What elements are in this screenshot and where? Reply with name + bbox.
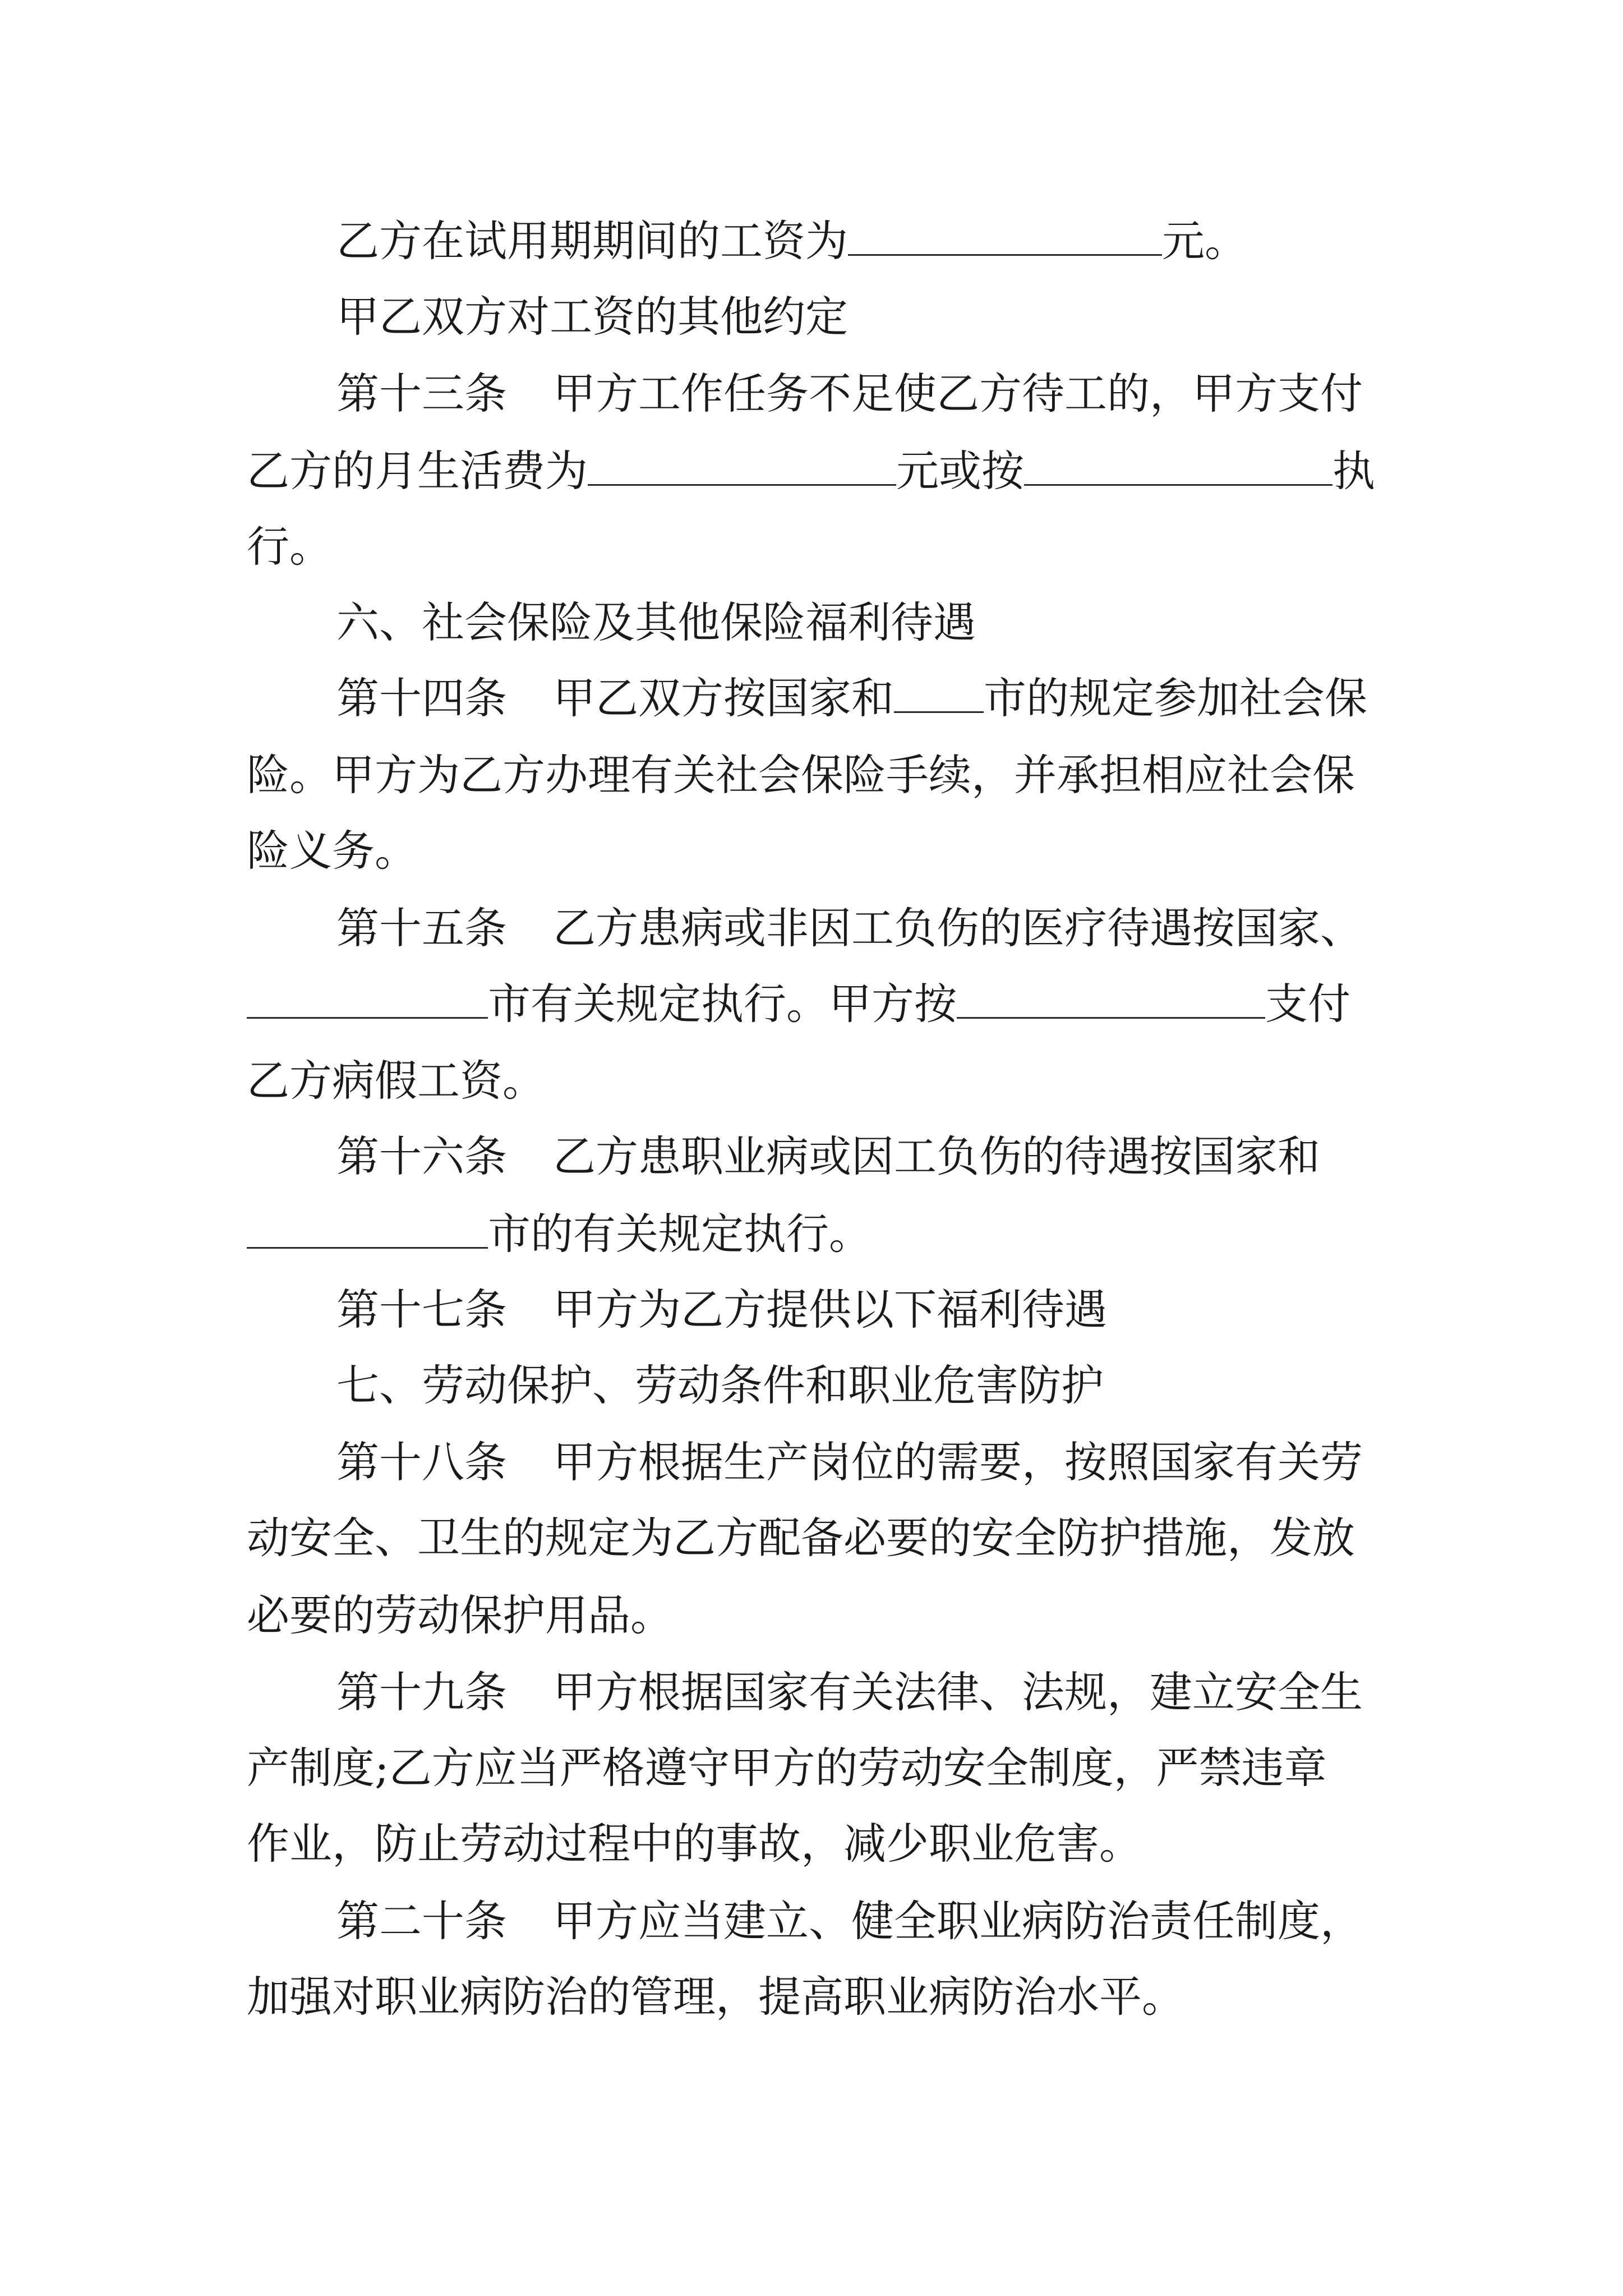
line-text: 元。 (1162, 216, 1247, 266)
article-heading-line (336, 670, 1367, 726)
line-text: 甲乙双方按国家和 (553, 673, 894, 723)
section-heading (336, 1358, 1104, 1414)
article-number: 第二十条 (336, 1896, 507, 1946)
text-line (247, 1588, 673, 1644)
line-text: 加强对职业病防治的管理，提高职业病防治水平。 (247, 1972, 1184, 2022)
line-text: 险义务。 (247, 826, 417, 876)
article-number: 第十八条 (336, 1437, 507, 1487)
article-heading-line (336, 900, 1363, 956)
text-line (247, 443, 1375, 499)
article-heading-line (336, 1664, 1363, 1720)
text-line (247, 976, 1350, 1032)
fill-blank (247, 977, 488, 1019)
fill-blank (957, 977, 1265, 1019)
article-heading-line (336, 1282, 1107, 1338)
section-heading (336, 595, 976, 651)
article-heading-line (336, 1129, 1320, 1185)
line-text: 支付 (1265, 979, 1350, 1029)
line-text: 元或按 (896, 446, 1024, 496)
article-number: 第十四条 (336, 673, 507, 723)
text-line (247, 519, 332, 575)
article-heading-line (336, 366, 1363, 422)
line-text: 六、社会保险及其他保险福利待遇 (336, 597, 976, 647)
text-line (247, 1816, 1142, 1872)
article-heading-line (336, 1893, 1363, 1949)
line-text: 险。甲方为乙方办理有关社会保险手续，并承担相应社会保 (247, 750, 1355, 800)
line-text: 甲方根据生产岗位的需要，按照国家有关劳 (553, 1437, 1363, 1487)
line-text: 乙方患病或非因工负伤的医疗待遇按国家、 (553, 903, 1363, 953)
text-line (247, 1206, 872, 1262)
line-text: 动安全、卫生的规定为乙方配备必要的安全防护措施，发放 (247, 1513, 1355, 1563)
line-text: 市的规定参加社会保 (984, 673, 1367, 723)
article-number: 第十九条 (336, 1667, 507, 1717)
text-line (336, 213, 1247, 269)
text-line (336, 289, 848, 345)
line-text: 甲方应当建立、健全职业病防治责任制度， (553, 1896, 1363, 1946)
text-line (247, 823, 417, 879)
line-text: 执 (1332, 446, 1375, 496)
fill-blank (894, 671, 984, 713)
line-text: 甲方根据国家有关法律、法规，建立安全生 (553, 1667, 1363, 1717)
line-text: 行。 (247, 522, 332, 572)
line-text: 乙方的月生活费为 (247, 446, 588, 496)
line-text: 市的有关规定执行。 (488, 1209, 872, 1259)
text-line (247, 1510, 1355, 1566)
line-text: 乙方患职业病或因工负伤的待遇按国家和 (553, 1131, 1320, 1181)
line-text: 七、劳动保护、劳动条件和职业危害防护 (336, 1360, 1104, 1410)
text-line (247, 747, 1355, 803)
article-number: 第十五条 (336, 903, 507, 953)
line-text: 市有关规定执行。甲方按 (488, 979, 957, 1029)
line-text: 乙方病假工资。 (247, 1056, 545, 1106)
article-number: 第十三条 (336, 369, 507, 418)
text-line (247, 1740, 1327, 1796)
line-text: 必要的劳动保护用品。 (247, 1590, 673, 1640)
line-text: 甲方为乙方提供以下福利待遇 (553, 1285, 1107, 1335)
article-heading-line (336, 1434, 1363, 1490)
fill-blank (588, 444, 896, 486)
line-text: 作业，防止劳动过程中的事故，减少职业危害。 (247, 1819, 1142, 1869)
line-text: 乙方在试用期期间的工资为 (336, 216, 848, 266)
line-text: 甲方工作任务不足使乙方待工的，甲方支付 (553, 369, 1363, 418)
article-number: 第十七条 (336, 1285, 507, 1335)
fill-blank (848, 214, 1162, 256)
line-text: 甲乙双方对工资的其他约定 (336, 292, 848, 342)
line-text: 产制度;乙方应当严格遵守甲方的劳动安全制度，严禁违章 (247, 1743, 1327, 1793)
fill-blank (1024, 444, 1332, 486)
text-line (247, 1053, 545, 1109)
text-line (247, 1969, 1184, 2025)
article-number: 第十六条 (336, 1131, 507, 1181)
fill-blank (247, 1207, 488, 1249)
